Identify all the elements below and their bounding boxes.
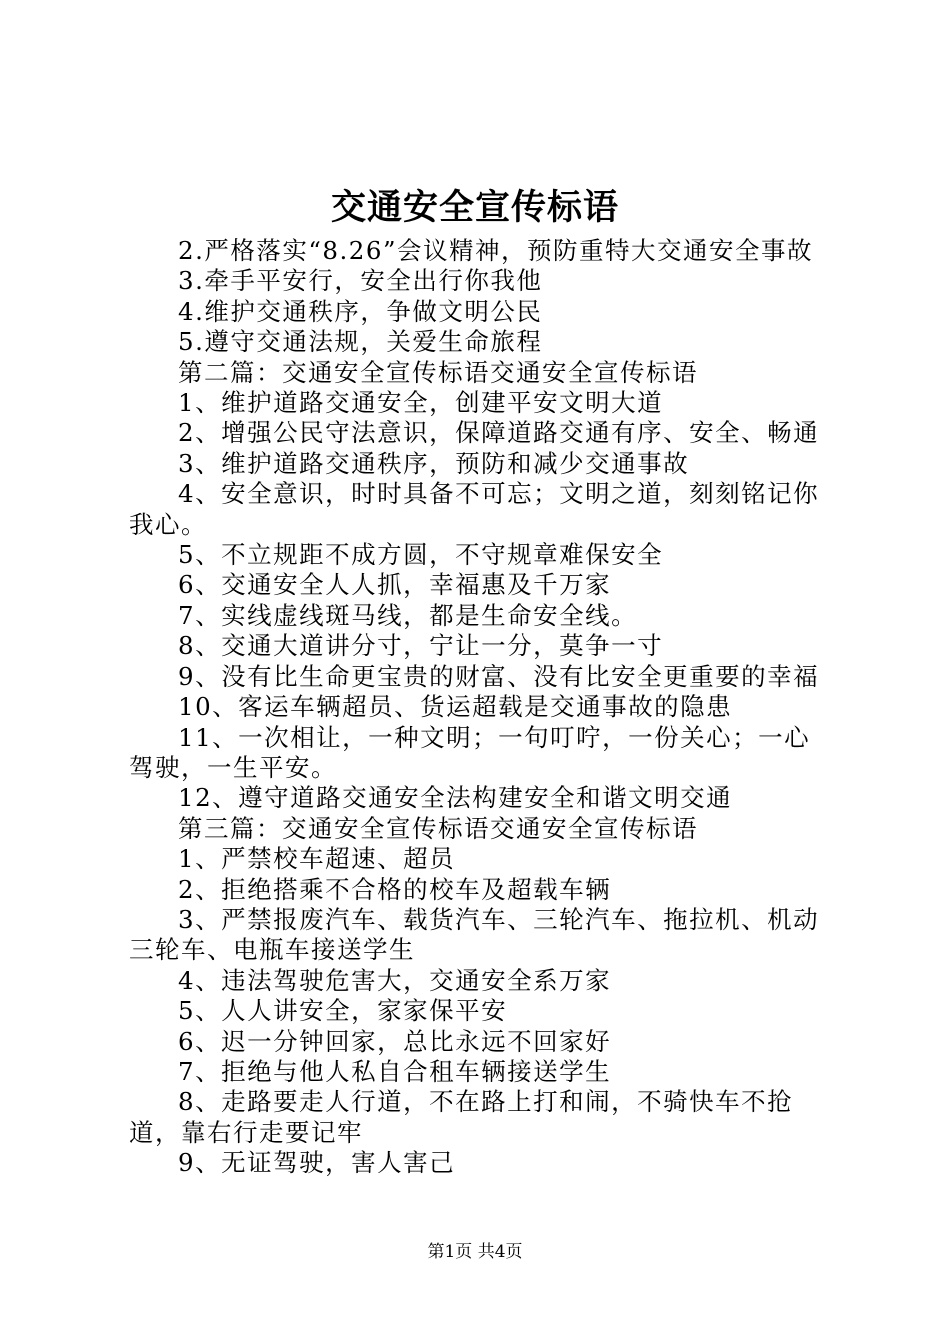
paragraph: 2、增强公民守法意识，保障道路交通有序、安全、畅通 <box>178 418 820 448</box>
paragraph: 11、一次相让，一种文明；一句叮咛，一份关心；一心驾驶，一生平安。 <box>129 722 811 782</box>
paragraph: 12、遵守道路交通安全法构建安全和谐文明交通 <box>178 783 733 813</box>
paragraph: 1、维护道路交通安全，创建平安文明大道 <box>178 388 664 418</box>
paragraph: 1、严禁校车超速、超员 <box>178 844 456 874</box>
document-title: 交通安全宣传标语 <box>330 187 619 228</box>
paragraph: 9、无证驾驶，害人害己 <box>178 1148 456 1178</box>
paragraph: 5、不立规距不成方圆，不守规章难保安全 <box>178 540 664 570</box>
paragraph: 2、拒绝搭乘不合格的校车及超载车辆 <box>178 874 612 904</box>
paragraph: 3、维护道路交通秩序，预防和减少交通事故 <box>178 448 690 478</box>
paragraph: 8、交通大道讲分寸，宁让一分，莫争一寸 <box>178 631 664 661</box>
paragraph: 5.遵守交通法规，关爱生命旅程 <box>178 327 543 357</box>
paragraph: 6、迟一分钟回家，总比永远不回家好 <box>178 1026 612 1056</box>
paragraph: 10、客运车辆超员、货运超载是交通事故的隐患 <box>178 692 733 722</box>
paragraph: 6、交通安全人人抓，幸福惠及千万家 <box>178 570 612 600</box>
paragraph: 2.严格落实“8.26”会议精神，预防重特大交通安全事故 <box>178 236 813 265</box>
paragraph: 4、违法驾驶危害大，交通安全系万家 <box>178 965 612 995</box>
paragraph: 5、人人讲安全，家家保平安 <box>178 996 508 1026</box>
paragraph: 7、实线虚线斑马线，都是生命安全线。 <box>178 600 638 630</box>
paragraph: 4.维护交通秩序，争做文明公民 <box>178 296 543 326</box>
paragraph: 8、走路要走人行道，不在路上打和闹，不骑快车不抢道，靠右行走要记牢 <box>129 1087 794 1147</box>
section-heading: 第三篇：交通安全宣传标语交通安全宣传标语 <box>178 813 698 843</box>
paragraph: 3.牵手平安行，安全出行你我他 <box>178 266 543 296</box>
paragraph: 3、严禁报废汽车、载货汽车、三轮汽车、拖拉机、机动三轮车、电瓶车接送学生 <box>129 904 820 965</box>
paragraph: 7、拒绝与他人私自合租车辆接送学生 <box>178 1056 612 1086</box>
paragraph: 4、安全意识，时时具备不可忘；文明之道，刻刻铭记你我心。 <box>129 479 820 539</box>
document-body <box>129 236 834 1179</box>
section-heading: 第二篇：交通安全宣传标语交通安全宣传标语 <box>178 357 698 387</box>
page-footer: 第1页 共4页 <box>427 1242 523 1262</box>
paragraph: 9、没有比生命更宝贵的财富、没有比安全更重要的幸福 <box>178 661 820 691</box>
